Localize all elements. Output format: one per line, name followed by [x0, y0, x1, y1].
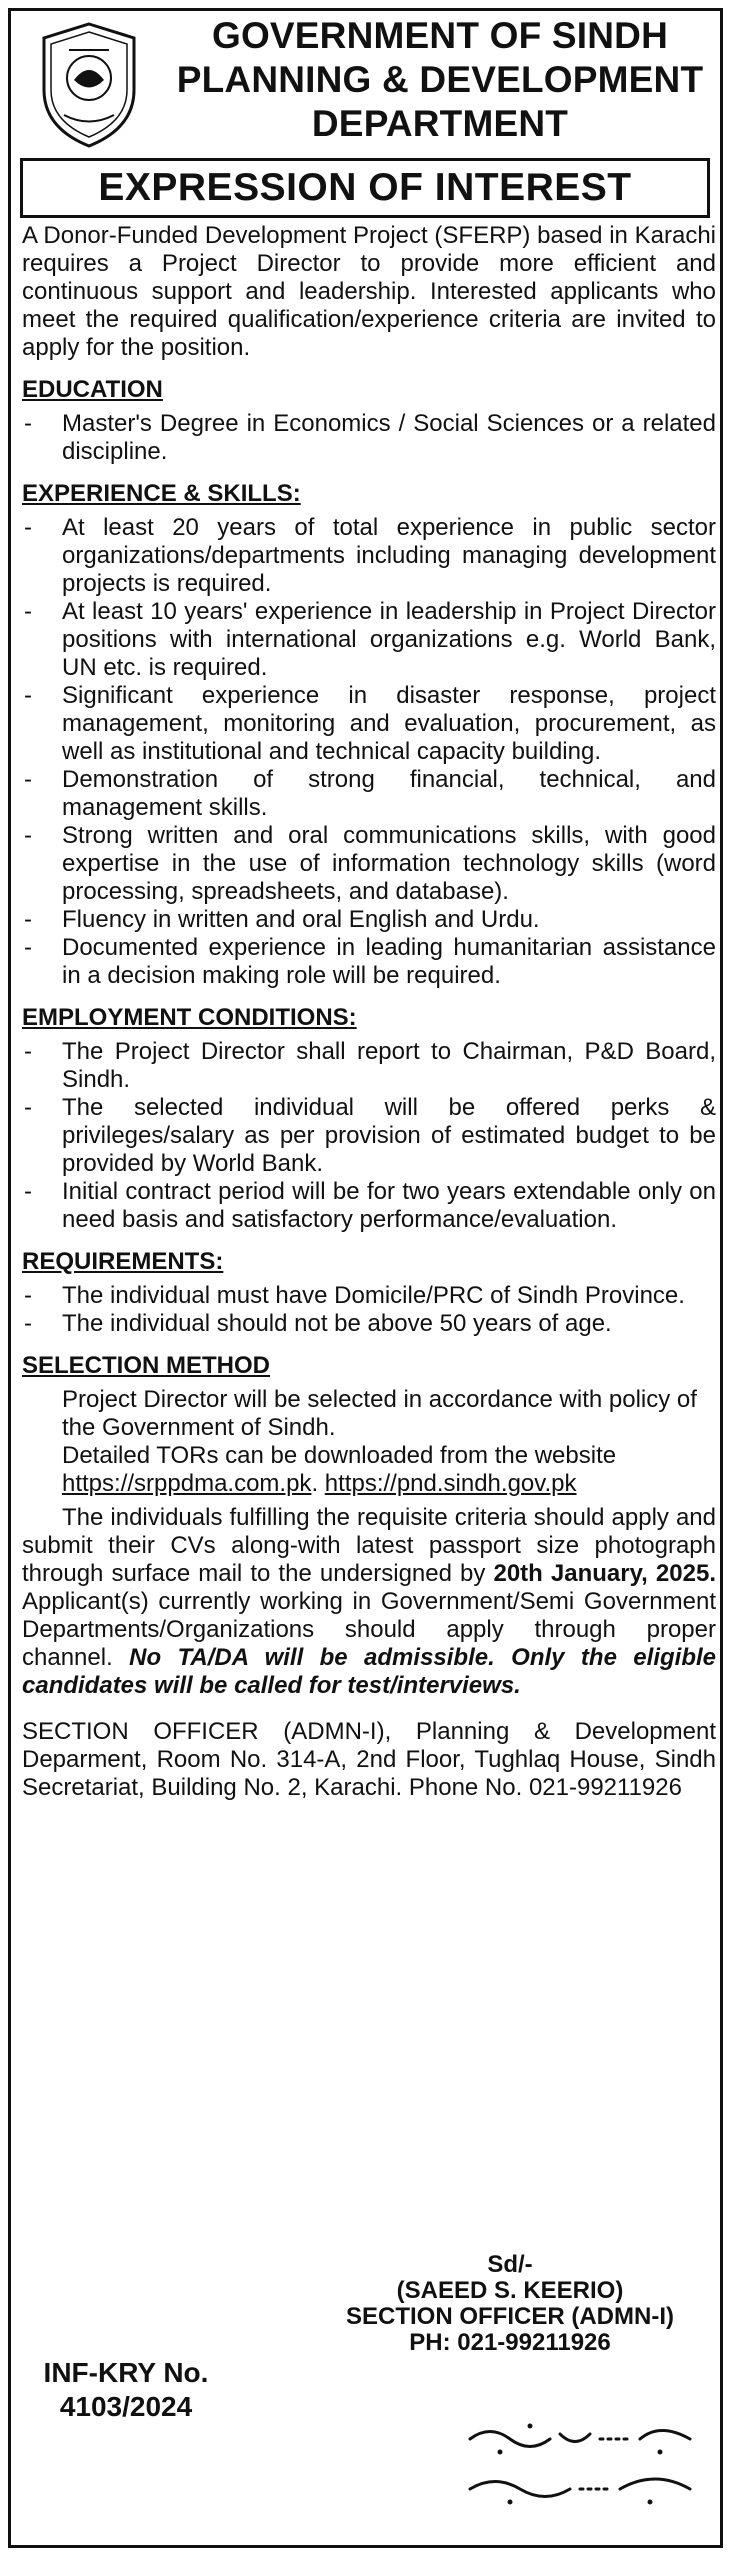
- application-paragraph: [22, 1504, 716, 1700]
- inf-value: 4103/2024: [59, 2391, 193, 2422]
- advert-body: [22, 222, 716, 1826]
- tor-download-text: Detailed TORs can be downloaded from the website: [62, 1442, 617, 1469]
- list-item: - Strong written and oral communications skills, with good expertise in the use of information technology skills (word processing, spreadsheets, and database).: [22, 822, 716, 906]
- education-heading: EDUCATION: [22, 376, 163, 403]
- inf-number: [26, 2356, 226, 2424]
- list-item: - Significant experience in disaster response, project management, monitoring and evaluation, procurement, as well as institutional and technical capacity building.: [22, 682, 716, 766]
- signatory-phone: PH: 021-99211926: [409, 2329, 611, 2356]
- selection-heading: SELECTION METHOD: [22, 1352, 271, 1379]
- list-item: - The Project Director shall report to Chairman, P&D Board, Sindh.: [22, 1038, 716, 1094]
- admissibility-note: No TA/DA will be admissible. Only the eligible candidates will be called for test/interviews.: [22, 1644, 716, 1699]
- deadline-date: 20th January, 2025.: [493, 1560, 716, 1587]
- list-item: - At least 10 years' experience in leadership in Project Director positions with international organizations e.g. World Bank, UN etc. is required.: [22, 598, 716, 682]
- pnd-sindh-link[interactable]: https://pnd.sindh.gov.pk: [324, 1470, 577, 1497]
- employment-heading: EMPLOYMENT CONDITIONS:: [22, 1004, 357, 1031]
- list-item: - The individual should not be above 50 years of age.: [22, 1310, 716, 1338]
- page-title: EXPRESSION OF INTEREST: [20, 158, 710, 218]
- department-line-1: GOVERNMENT OF SINDH: [211, 15, 669, 56]
- application-text: The individuals fulfilling the requisite criteria should apply and submit their CVs along-with latest passport size photograph through surface mail to the undersigned by: [22, 1504, 716, 1587]
- literacy-slogan: [460, 2404, 700, 2514]
- srppdma-link[interactable]: https://srppdma.com.pk: [62, 1470, 312, 1497]
- department-line-3: DEPARTMENT: [311, 103, 569, 144]
- list-item: - The selected individual will be offered perks & privileges/salary as per provision of estimated budget to be provided by World Bank.: [22, 1094, 716, 1178]
- signature-sd: Sd/-: [487, 2251, 533, 2278]
- list-item: - Demonstration of strong financial, technical, and management skills.: [22, 766, 716, 822]
- selection-paragraph: Project Director will be selected in accordance with policy of the Government of Sindh.: [62, 1386, 697, 1441]
- signatory-designation: SECTION OFFICER (ADMN-I): [346, 2303, 674, 2330]
- tor-download-paragraph: [22, 1442, 716, 1498]
- requirements-heading: REQUIREMENTS:: [22, 1248, 224, 1275]
- sindh-government-seal-icon: [34, 20, 144, 150]
- department-line-2: PLANNING & DEVELOPMENT: [176, 59, 704, 100]
- list-item: - The individual must have Domicile/PRC of Sindh Province.: [22, 1282, 716, 1310]
- application-text-2: Applicant(s) currently working in Government/Semi Government Departments/Organizations should apply through proper channel.: [22, 1588, 716, 1671]
- education-list: [22, 410, 716, 466]
- list-item: - Initial contract period will be for two years extendable only on need basis and satisfactory performance/evaluation.: [22, 1178, 716, 1234]
- list-item: - Fluency in written and oral English and Urdu.: [22, 906, 716, 934]
- employment-list: [22, 1038, 716, 1234]
- experience-heading: EXPERIENCE & SKILLS:: [22, 480, 301, 507]
- list-item: - Documented experience in leading humanitarian assistance in a decision making role will be required.: [22, 934, 716, 990]
- intro-paragraph: A Donor-Funded Development Project (SFERP) based in Karachi requires a Project Director to provide more efficient and continuous support and leadership. Interested applicants who meet the required qualification/experience criteria are invited to apply for the position.: [22, 222, 716, 361]
- contact-address: SECTION OFFICER (ADMN-I), Planning & Development Deparment, Room No. 314-A, 2nd Floor, Tughlaq House, Sindh Secretariat, Building No. 2, Karachi. Phone No. 021-99211926: [22, 1718, 716, 1801]
- requirements-list: [22, 1282, 716, 1338]
- inf-label: INF-KRY No.: [43, 2357, 209, 2388]
- list-item: - At least 20 years of total experience in public sector organizations/departments including managing development projects is required.: [22, 514, 716, 598]
- experience-list: [22, 514, 716, 990]
- signatory-name: (SAEED S. KEERIO): [396, 2277, 624, 2304]
- signature-block: [330, 2252, 690, 2356]
- link-separator: .: [311, 1470, 325, 1497]
- list-item: - Master's Degree in Economics / Social Sciences or a related discipline.: [22, 410, 716, 466]
